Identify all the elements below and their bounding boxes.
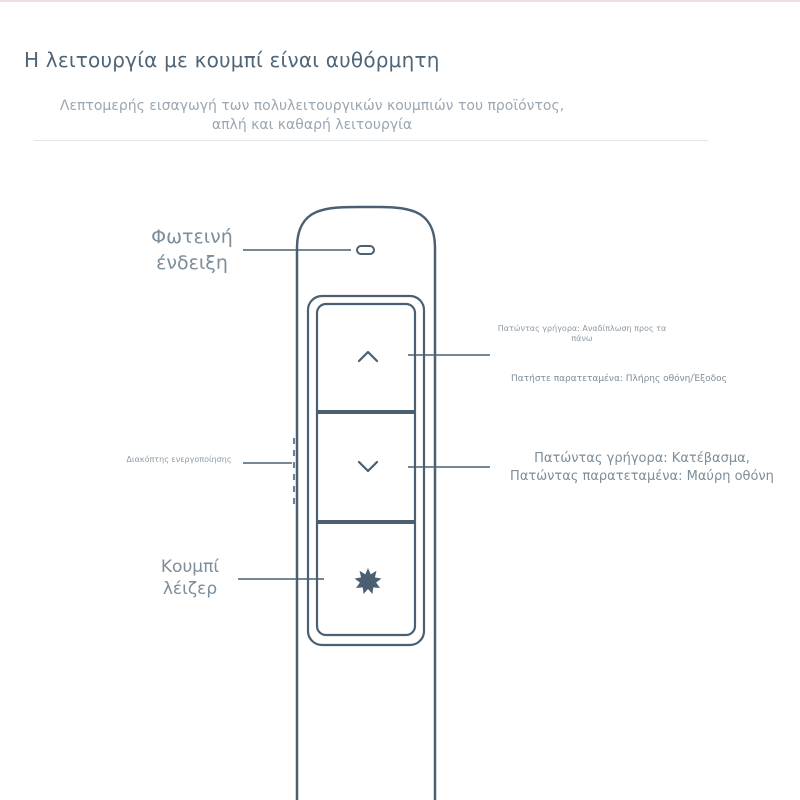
label-up-quick-press: Πατώντας γρήγορα: Αναδίπλωση προς τα πάνω bbox=[497, 324, 667, 343]
label-power-switch: Διακόπτης ενεργοποίησης bbox=[126, 455, 232, 464]
label-down-line-2: Πατώντας παρατεταμένα: Μαύρη οθόνη bbox=[510, 469, 774, 484]
indicator-light bbox=[357, 246, 374, 254]
label-indicator-line-2: ένδειξη bbox=[156, 252, 228, 274]
page-title: Η λειτουργία με κουμπί είναι αυθόρμητη bbox=[24, 48, 440, 72]
label-laser-button bbox=[146, 556, 234, 600]
label-indicator-line-1: Φωτεινή bbox=[151, 226, 233, 248]
label-up-long-press: Πατήστε παρατεταμένα: Πλήρης οθόνη/Έξοδος bbox=[511, 374, 727, 384]
label-down-button bbox=[496, 450, 788, 486]
subtitle-line-2: απλή και καθαρή λειτουργία bbox=[211, 117, 413, 133]
label-indicator-light bbox=[140, 224, 244, 276]
subtitle-line-1: Λεπτομερής εισαγωγή των πολυλειτουργικών κουμπιών του προϊόντος, bbox=[59, 98, 565, 114]
label-laser-line-2: λέιζερ bbox=[162, 579, 218, 599]
up-button[interactable] bbox=[320, 307, 412, 410]
label-down-line-1: Πατώντας γρήγορα: Κατέβασμα, bbox=[534, 451, 750, 466]
label-laser-line-1: Κουμπί bbox=[160, 557, 220, 577]
